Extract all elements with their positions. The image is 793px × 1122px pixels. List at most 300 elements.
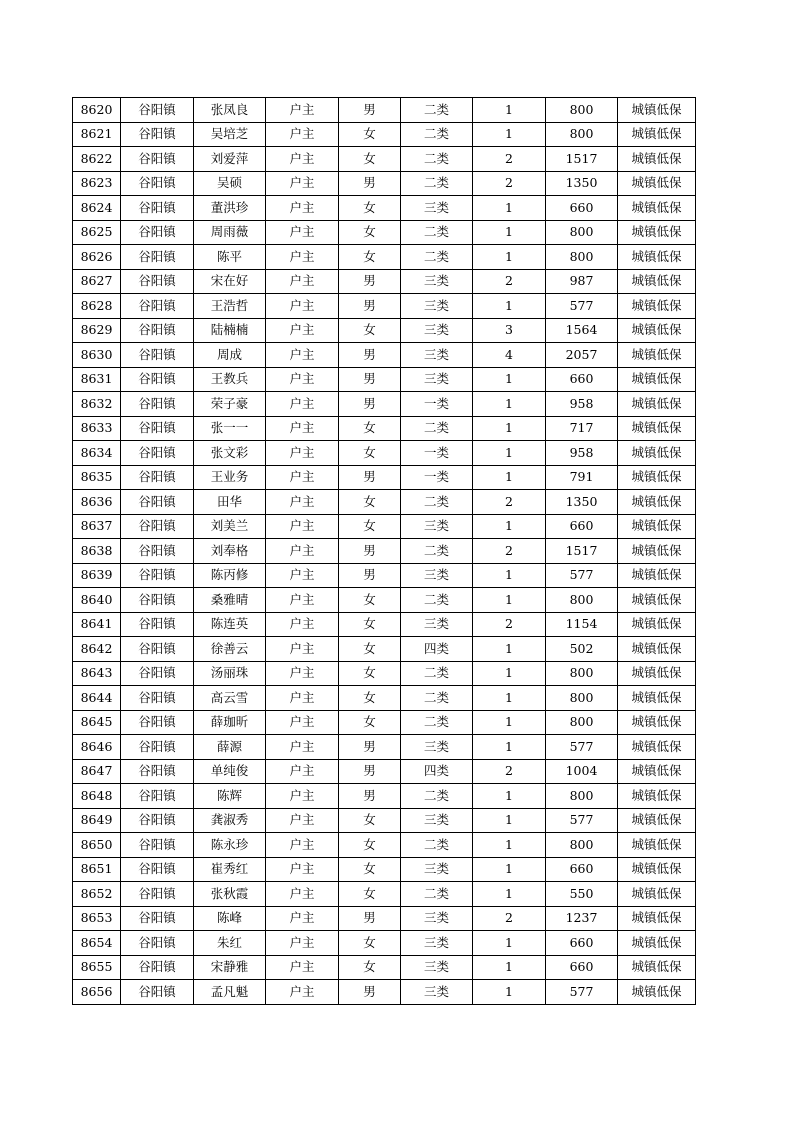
serial-number-cell: 8642 xyxy=(73,637,121,662)
table-row xyxy=(73,931,696,956)
amount-cell: 1517 xyxy=(546,147,618,172)
gender-cell: 女 xyxy=(339,318,401,343)
gender-cell: 女 xyxy=(339,490,401,515)
serial-number-cell: 8654 xyxy=(73,931,121,956)
serial-number-cell: 8628 xyxy=(73,294,121,319)
gender-cell: 女 xyxy=(339,245,401,270)
gender-cell: 女 xyxy=(339,833,401,858)
serial-number-cell: 8650 xyxy=(73,833,121,858)
household-size-cell: 1 xyxy=(473,588,546,613)
serial-number-cell: 8644 xyxy=(73,686,121,711)
amount-cell: 660 xyxy=(546,514,618,539)
town-cell: 谷阳镇 xyxy=(121,686,194,711)
assistance-type-cell: 城镇低保 xyxy=(618,612,696,637)
assistance-type-cell: 城镇低保 xyxy=(618,196,696,221)
amount-cell: 791 xyxy=(546,465,618,490)
household-size-cell: 1 xyxy=(473,882,546,907)
serial-number-cell: 8640 xyxy=(73,588,121,613)
table-row xyxy=(73,857,696,882)
name-cell: 张秋霞 xyxy=(194,882,266,907)
relation-cell: 户主 xyxy=(266,955,339,980)
category-cell: 二类 xyxy=(401,833,473,858)
table-row xyxy=(73,637,696,662)
relation-cell: 户主 xyxy=(266,269,339,294)
table-row xyxy=(73,906,696,931)
town-cell: 谷阳镇 xyxy=(121,710,194,735)
gender-cell: 女 xyxy=(339,514,401,539)
amount-cell: 660 xyxy=(546,857,618,882)
table-row xyxy=(73,465,696,490)
category-cell: 三类 xyxy=(401,808,473,833)
name-cell: 刘爱萍 xyxy=(194,147,266,172)
household-size-cell: 1 xyxy=(473,196,546,221)
name-cell: 田华 xyxy=(194,490,266,515)
household-size-cell: 1 xyxy=(473,710,546,735)
serial-number-cell: 8639 xyxy=(73,563,121,588)
table-row xyxy=(73,294,696,319)
assistance-type-cell: 城镇低保 xyxy=(618,588,696,613)
household-size-cell: 1 xyxy=(473,514,546,539)
amount-cell: 958 xyxy=(546,441,618,466)
town-cell: 谷阳镇 xyxy=(121,955,194,980)
name-cell: 宋在好 xyxy=(194,269,266,294)
town-cell: 谷阳镇 xyxy=(121,882,194,907)
household-size-cell: 1 xyxy=(473,661,546,686)
town-cell: 谷阳镇 xyxy=(121,588,194,613)
gender-cell: 女 xyxy=(339,710,401,735)
household-size-cell: 3 xyxy=(473,318,546,343)
assistance-type-cell: 城镇低保 xyxy=(618,490,696,515)
serial-number-cell: 8631 xyxy=(73,367,121,392)
gender-cell: 男 xyxy=(339,269,401,294)
gender-cell: 女 xyxy=(339,686,401,711)
household-size-cell: 2 xyxy=(473,906,546,931)
household-size-cell: 2 xyxy=(473,147,546,172)
serial-number-cell: 8655 xyxy=(73,955,121,980)
household-size-cell: 1 xyxy=(473,122,546,147)
amount-cell: 577 xyxy=(546,808,618,833)
category-cell: 二类 xyxy=(401,220,473,245)
category-cell: 三类 xyxy=(401,735,473,760)
town-cell: 谷阳镇 xyxy=(121,931,194,956)
category-cell: 二类 xyxy=(401,245,473,270)
assistance-type-cell: 城镇低保 xyxy=(618,294,696,319)
assistance-type-cell: 城镇低保 xyxy=(618,147,696,172)
category-cell: 一类 xyxy=(401,465,473,490)
table-row xyxy=(73,318,696,343)
gender-cell: 男 xyxy=(339,563,401,588)
assistance-type-cell: 城镇低保 xyxy=(618,661,696,686)
assistance-type-cell: 城镇低保 xyxy=(618,416,696,441)
category-cell: 三类 xyxy=(401,318,473,343)
category-cell: 二类 xyxy=(401,122,473,147)
name-cell: 陈永珍 xyxy=(194,833,266,858)
serial-number-cell: 8647 xyxy=(73,759,121,784)
serial-number-cell: 8645 xyxy=(73,710,121,735)
table-row xyxy=(73,343,696,368)
town-cell: 谷阳镇 xyxy=(121,612,194,637)
relation-cell: 户主 xyxy=(266,245,339,270)
name-cell: 薛珈昕 xyxy=(194,710,266,735)
table-row xyxy=(73,416,696,441)
table-row xyxy=(73,514,696,539)
name-cell: 张一一 xyxy=(194,416,266,441)
assistance-type-cell: 城镇低保 xyxy=(618,857,696,882)
assistance-type-cell: 城镇低保 xyxy=(618,98,696,123)
household-size-cell: 1 xyxy=(473,416,546,441)
household-size-cell: 1 xyxy=(473,392,546,417)
relation-cell: 户主 xyxy=(266,539,339,564)
gender-cell: 男 xyxy=(339,294,401,319)
name-cell: 陈连英 xyxy=(194,612,266,637)
table-row xyxy=(73,490,696,515)
town-cell: 谷阳镇 xyxy=(121,294,194,319)
name-cell: 龚淑秀 xyxy=(194,808,266,833)
relation-cell: 户主 xyxy=(266,416,339,441)
category-cell: 二类 xyxy=(401,539,473,564)
name-cell: 陈平 xyxy=(194,245,266,270)
table-row xyxy=(73,759,696,784)
assistance-type-cell: 城镇低保 xyxy=(618,882,696,907)
category-cell: 二类 xyxy=(401,588,473,613)
relation-cell: 户主 xyxy=(266,514,339,539)
amount-cell: 577 xyxy=(546,563,618,588)
town-cell: 谷阳镇 xyxy=(121,735,194,760)
town-cell: 谷阳镇 xyxy=(121,147,194,172)
serial-number-cell: 8622 xyxy=(73,147,121,172)
household-size-cell: 1 xyxy=(473,980,546,1005)
relation-cell: 户主 xyxy=(266,612,339,637)
table-row xyxy=(73,588,696,613)
table-row xyxy=(73,269,696,294)
name-cell: 周成 xyxy=(194,343,266,368)
name-cell: 薛源 xyxy=(194,735,266,760)
assistance-type-cell: 城镇低保 xyxy=(618,735,696,760)
gender-cell: 男 xyxy=(339,735,401,760)
amount-cell: 660 xyxy=(546,367,618,392)
town-cell: 谷阳镇 xyxy=(121,171,194,196)
town-cell: 谷阳镇 xyxy=(121,196,194,221)
relation-cell: 户主 xyxy=(266,465,339,490)
town-cell: 谷阳镇 xyxy=(121,784,194,809)
household-size-cell: 2 xyxy=(473,269,546,294)
household-size-cell: 2 xyxy=(473,539,546,564)
name-cell: 王浩哲 xyxy=(194,294,266,319)
gender-cell: 男 xyxy=(339,539,401,564)
table-row xyxy=(73,122,696,147)
town-cell: 谷阳镇 xyxy=(121,808,194,833)
table-row xyxy=(73,245,696,270)
table-body xyxy=(73,98,696,1005)
household-size-cell: 1 xyxy=(473,245,546,270)
serial-number-cell: 8656 xyxy=(73,980,121,1005)
serial-number-cell: 8620 xyxy=(73,98,121,123)
serial-number-cell: 8652 xyxy=(73,882,121,907)
assistance-type-cell: 城镇低保 xyxy=(618,343,696,368)
assistance-type-cell: 城镇低保 xyxy=(618,931,696,956)
table-row xyxy=(73,808,696,833)
amount-cell: 800 xyxy=(546,220,618,245)
assistance-type-cell: 城镇低保 xyxy=(618,122,696,147)
name-cell: 吴培芝 xyxy=(194,122,266,147)
town-cell: 谷阳镇 xyxy=(121,416,194,441)
assistance-type-cell: 城镇低保 xyxy=(618,539,696,564)
relation-cell: 户主 xyxy=(266,588,339,613)
serial-number-cell: 8648 xyxy=(73,784,121,809)
category-cell: 二类 xyxy=(401,661,473,686)
name-cell: 单纯俊 xyxy=(194,759,266,784)
relation-cell: 户主 xyxy=(266,441,339,466)
assistance-type-cell: 城镇低保 xyxy=(618,465,696,490)
town-cell: 谷阳镇 xyxy=(121,122,194,147)
town-cell: 谷阳镇 xyxy=(121,245,194,270)
name-cell: 吴硕 xyxy=(194,171,266,196)
name-cell: 周雨薇 xyxy=(194,220,266,245)
serial-number-cell: 8633 xyxy=(73,416,121,441)
category-cell: 三类 xyxy=(401,269,473,294)
household-size-cell: 1 xyxy=(473,735,546,760)
household-size-cell: 1 xyxy=(473,833,546,858)
relation-cell: 户主 xyxy=(266,490,339,515)
town-cell: 谷阳镇 xyxy=(121,833,194,858)
assistance-type-cell: 城镇低保 xyxy=(618,514,696,539)
household-size-cell: 2 xyxy=(473,759,546,784)
name-cell: 陈峰 xyxy=(194,906,266,931)
household-size-cell: 2 xyxy=(473,171,546,196)
assistance-type-cell: 城镇低保 xyxy=(618,955,696,980)
household-size-cell: 1 xyxy=(473,367,546,392)
relation-cell: 户主 xyxy=(266,808,339,833)
name-cell: 荣子豪 xyxy=(194,392,266,417)
amount-cell: 717 xyxy=(546,416,618,441)
serial-number-cell: 8643 xyxy=(73,661,121,686)
gender-cell: 女 xyxy=(339,441,401,466)
gender-cell: 男 xyxy=(339,171,401,196)
gender-cell: 男 xyxy=(339,465,401,490)
name-cell: 王业务 xyxy=(194,465,266,490)
amount-cell: 1004 xyxy=(546,759,618,784)
serial-number-cell: 8649 xyxy=(73,808,121,833)
name-cell: 陈丙修 xyxy=(194,563,266,588)
amount-cell: 577 xyxy=(546,294,618,319)
relation-cell: 户主 xyxy=(266,343,339,368)
category-cell: 二类 xyxy=(401,98,473,123)
town-cell: 谷阳镇 xyxy=(121,637,194,662)
amount-cell: 1237 xyxy=(546,906,618,931)
category-cell: 二类 xyxy=(401,686,473,711)
category-cell: 三类 xyxy=(401,514,473,539)
serial-number-cell: 8637 xyxy=(73,514,121,539)
relation-cell: 户主 xyxy=(266,735,339,760)
table-row xyxy=(73,98,696,123)
table-row xyxy=(73,367,696,392)
category-cell: 三类 xyxy=(401,294,473,319)
serial-number-cell: 8625 xyxy=(73,220,121,245)
assistance-type-cell: 城镇低保 xyxy=(618,220,696,245)
table-row xyxy=(73,833,696,858)
assistance-table xyxy=(72,97,696,1005)
name-cell: 刘奉格 xyxy=(194,539,266,564)
category-cell: 二类 xyxy=(401,490,473,515)
assistance-type-cell: 城镇低保 xyxy=(618,367,696,392)
amount-cell: 800 xyxy=(546,686,618,711)
category-cell: 二类 xyxy=(401,882,473,907)
relation-cell: 户主 xyxy=(266,220,339,245)
household-size-cell: 1 xyxy=(473,294,546,319)
amount-cell: 577 xyxy=(546,735,618,760)
gender-cell: 女 xyxy=(339,808,401,833)
serial-number-cell: 8635 xyxy=(73,465,121,490)
category-cell: 三类 xyxy=(401,955,473,980)
table-row xyxy=(73,980,696,1005)
serial-number-cell: 8621 xyxy=(73,122,121,147)
amount-cell: 1564 xyxy=(546,318,618,343)
name-cell: 徐善云 xyxy=(194,637,266,662)
category-cell: 三类 xyxy=(401,980,473,1005)
town-cell: 谷阳镇 xyxy=(121,465,194,490)
amount-cell: 800 xyxy=(546,661,618,686)
town-cell: 谷阳镇 xyxy=(121,441,194,466)
gender-cell: 男 xyxy=(339,98,401,123)
relation-cell: 户主 xyxy=(266,661,339,686)
serial-number-cell: 8636 xyxy=(73,490,121,515)
name-cell: 宋静雅 xyxy=(194,955,266,980)
relation-cell: 户主 xyxy=(266,686,339,711)
relation-cell: 户主 xyxy=(266,392,339,417)
relation-cell: 户主 xyxy=(266,563,339,588)
amount-cell: 660 xyxy=(546,931,618,956)
table-row xyxy=(73,441,696,466)
name-cell: 王教兵 xyxy=(194,367,266,392)
serial-number-cell: 8646 xyxy=(73,735,121,760)
serial-number-cell: 8630 xyxy=(73,343,121,368)
table-row xyxy=(73,661,696,686)
serial-number-cell: 8641 xyxy=(73,612,121,637)
category-cell: 四类 xyxy=(401,759,473,784)
table-row xyxy=(73,784,696,809)
serial-number-cell: 8632 xyxy=(73,392,121,417)
amount-cell: 2057 xyxy=(546,343,618,368)
town-cell: 谷阳镇 xyxy=(121,269,194,294)
relation-cell: 户主 xyxy=(266,367,339,392)
name-cell: 桑雅晴 xyxy=(194,588,266,613)
relation-cell: 户主 xyxy=(266,906,339,931)
relation-cell: 户主 xyxy=(266,196,339,221)
table-row xyxy=(73,539,696,564)
category-cell: 三类 xyxy=(401,906,473,931)
name-cell: 高云雪 xyxy=(194,686,266,711)
gender-cell: 女 xyxy=(339,122,401,147)
serial-number-cell: 8653 xyxy=(73,906,121,931)
relation-cell: 户主 xyxy=(266,980,339,1005)
name-cell: 陈辉 xyxy=(194,784,266,809)
town-cell: 谷阳镇 xyxy=(121,98,194,123)
amount-cell: 800 xyxy=(546,245,618,270)
amount-cell: 577 xyxy=(546,980,618,1005)
household-size-cell: 1 xyxy=(473,955,546,980)
gender-cell: 男 xyxy=(339,906,401,931)
amount-cell: 958 xyxy=(546,392,618,417)
amount-cell: 1517 xyxy=(546,539,618,564)
serial-number-cell: 8651 xyxy=(73,857,121,882)
assistance-type-cell: 城镇低保 xyxy=(618,710,696,735)
household-size-cell: 1 xyxy=(473,931,546,956)
assistance-type-cell: 城镇低保 xyxy=(618,759,696,784)
table-row xyxy=(73,882,696,907)
category-cell: 三类 xyxy=(401,857,473,882)
relation-cell: 户主 xyxy=(266,710,339,735)
relation-cell: 户主 xyxy=(266,98,339,123)
table-row xyxy=(73,612,696,637)
town-cell: 谷阳镇 xyxy=(121,490,194,515)
gender-cell: 男 xyxy=(339,784,401,809)
table-row xyxy=(73,220,696,245)
assistance-type-cell: 城镇低保 xyxy=(618,245,696,270)
gender-cell: 男 xyxy=(339,367,401,392)
assistance-type-cell: 城镇低保 xyxy=(618,269,696,294)
serial-number-cell: 8624 xyxy=(73,196,121,221)
gender-cell: 男 xyxy=(339,759,401,784)
table-row xyxy=(73,735,696,760)
household-size-cell: 1 xyxy=(473,563,546,588)
amount-cell: 987 xyxy=(546,269,618,294)
gender-cell: 女 xyxy=(339,612,401,637)
town-cell: 谷阳镇 xyxy=(121,563,194,588)
town-cell: 谷阳镇 xyxy=(121,318,194,343)
table-row xyxy=(73,171,696,196)
household-size-cell: 1 xyxy=(473,98,546,123)
household-size-cell: 1 xyxy=(473,808,546,833)
name-cell: 朱红 xyxy=(194,931,266,956)
town-cell: 谷阳镇 xyxy=(121,343,194,368)
relation-cell: 户主 xyxy=(266,882,339,907)
relation-cell: 户主 xyxy=(266,171,339,196)
gender-cell: 女 xyxy=(339,220,401,245)
household-size-cell: 2 xyxy=(473,612,546,637)
serial-number-cell: 8629 xyxy=(73,318,121,343)
assistance-type-cell: 城镇低保 xyxy=(618,808,696,833)
town-cell: 谷阳镇 xyxy=(121,220,194,245)
relation-cell: 户主 xyxy=(266,122,339,147)
amount-cell: 1154 xyxy=(546,612,618,637)
town-cell: 谷阳镇 xyxy=(121,661,194,686)
category-cell: 一类 xyxy=(401,441,473,466)
town-cell: 谷阳镇 xyxy=(121,514,194,539)
name-cell: 董洪珍 xyxy=(194,196,266,221)
gender-cell: 女 xyxy=(339,637,401,662)
assistance-type-cell: 城镇低保 xyxy=(618,784,696,809)
household-size-cell: 1 xyxy=(473,857,546,882)
household-size-cell: 1 xyxy=(473,441,546,466)
gender-cell: 女 xyxy=(339,416,401,441)
household-size-cell: 1 xyxy=(473,465,546,490)
assistance-type-cell: 城镇低保 xyxy=(618,318,696,343)
table-row xyxy=(73,686,696,711)
category-cell: 二类 xyxy=(401,416,473,441)
gender-cell: 女 xyxy=(339,147,401,172)
relation-cell: 户主 xyxy=(266,294,339,319)
category-cell: 三类 xyxy=(401,196,473,221)
serial-number-cell: 8634 xyxy=(73,441,121,466)
gender-cell: 女 xyxy=(339,661,401,686)
gender-cell: 女 xyxy=(339,588,401,613)
relation-cell: 户主 xyxy=(266,931,339,956)
town-cell: 谷阳镇 xyxy=(121,759,194,784)
assistance-type-cell: 城镇低保 xyxy=(618,171,696,196)
town-cell: 谷阳镇 xyxy=(121,392,194,417)
category-cell: 三类 xyxy=(401,563,473,588)
category-cell: 三类 xyxy=(401,343,473,368)
